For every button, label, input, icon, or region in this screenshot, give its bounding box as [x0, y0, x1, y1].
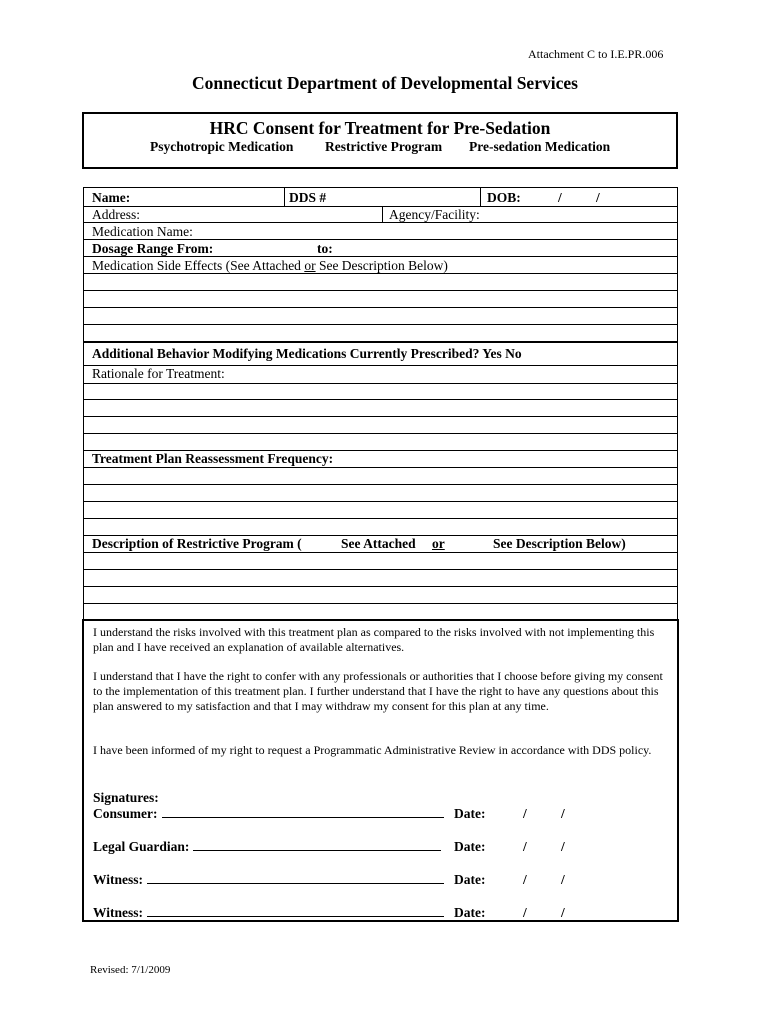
- or-text: or: [432, 536, 445, 551]
- date-slash: /: [523, 872, 527, 887]
- department-title: Connecticut Department of Developmental Services: [192, 73, 578, 93]
- date-slash: /: [523, 839, 527, 854]
- option-restrictive-program[interactable]: Restrictive Program: [325, 139, 443, 154]
- date-label: Date:: [454, 839, 486, 854]
- medication-name-label: Medication Name:: [92, 224, 193, 239]
- witness-signature-row[interactable]: Witness:: [93, 872, 444, 888]
- attachment-reference: Attachment C to I.E.PR.006: [528, 47, 664, 61]
- date-slash: /: [561, 905, 565, 920]
- date-slash: /: [523, 905, 527, 920]
- dosage-range-to-label: to:: [317, 241, 333, 256]
- dob-label: DOB:: [487, 190, 521, 205]
- address-label: Address:: [92, 207, 140, 222]
- side-effects-label: Medication Side Effects (See Attached or See Description Below): [92, 258, 448, 273]
- legal-guardian-signature-row[interactable]: Legal Guardian:: [93, 839, 441, 855]
- dob-slash: /: [596, 190, 600, 205]
- consent-paragraph-risks: I understand the risks involved with this treatment plan as compared to the risks involved with not implementing this plan and I have received an explanation of available alternatives.: [93, 625, 655, 654]
- dosage-range-from-label: Dosage Range From:: [92, 241, 214, 256]
- hrc-title-box: [82, 112, 678, 169]
- date-slash: /: [523, 806, 527, 821]
- form-title: HRC Consent for Treatment for Pre-Sedation: [209, 118, 551, 138]
- option-pre-sedation-medication[interactable]: Pre-sedation Medication: [469, 139, 611, 154]
- date-label: Date:: [454, 872, 486, 887]
- witness-signature-row[interactable]: Witness:: [93, 905, 444, 921]
- date-label: Date:: [454, 806, 486, 821]
- name-label: Name:: [92, 190, 131, 205]
- consent-paragraph-rights: I understand that I have the right to confer with any professionals or authorities that I choose before giving my consent to the implementation of this treatment plan. I further understand that I have the right to have any questions about this plan answered to my satisfaction and that I may withdraw my consent for this plan at any time.: [93, 669, 663, 713]
- agency-facility-label: Agency/Facility:: [389, 207, 480, 222]
- additional-medications-question: Additional Behavior Modifying Medications Currently Prescribed? Yes No: [92, 346, 522, 361]
- rationale-label: Rationale for Treatment:: [92, 366, 225, 381]
- see-attached-option: See Attached: [341, 536, 416, 551]
- date-label: Date:: [454, 905, 486, 920]
- option-psychotropic-medication[interactable]: Psychotropic Medication: [150, 139, 294, 154]
- see-description-option: See Description Below): [493, 536, 626, 551]
- dob-slash: /: [558, 190, 562, 205]
- reassessment-frequency-label: Treatment Plan Reassessment Frequency:: [92, 451, 334, 466]
- consent-paragraph-review: I have been informed of my right to request a Programmatic Administrative Review in accordance with DDS policy.: [93, 743, 652, 757]
- consent-section: [82, 619, 679, 922]
- date-slash: /: [561, 806, 565, 821]
- patient-information-form: [83, 187, 678, 620]
- signatures-heading: Signatures:: [93, 790, 159, 805]
- restrictive-program-label: Description of Restrictive Program (: [92, 536, 302, 551]
- date-slash: /: [561, 839, 565, 854]
- revision-date: Revised: 7/1/2009: [90, 964, 171, 976]
- date-slash: /: [561, 872, 565, 887]
- consumer-signature-row[interactable]: Consumer:: [93, 806, 444, 822]
- dds-number-label: DDS #: [289, 190, 327, 205]
